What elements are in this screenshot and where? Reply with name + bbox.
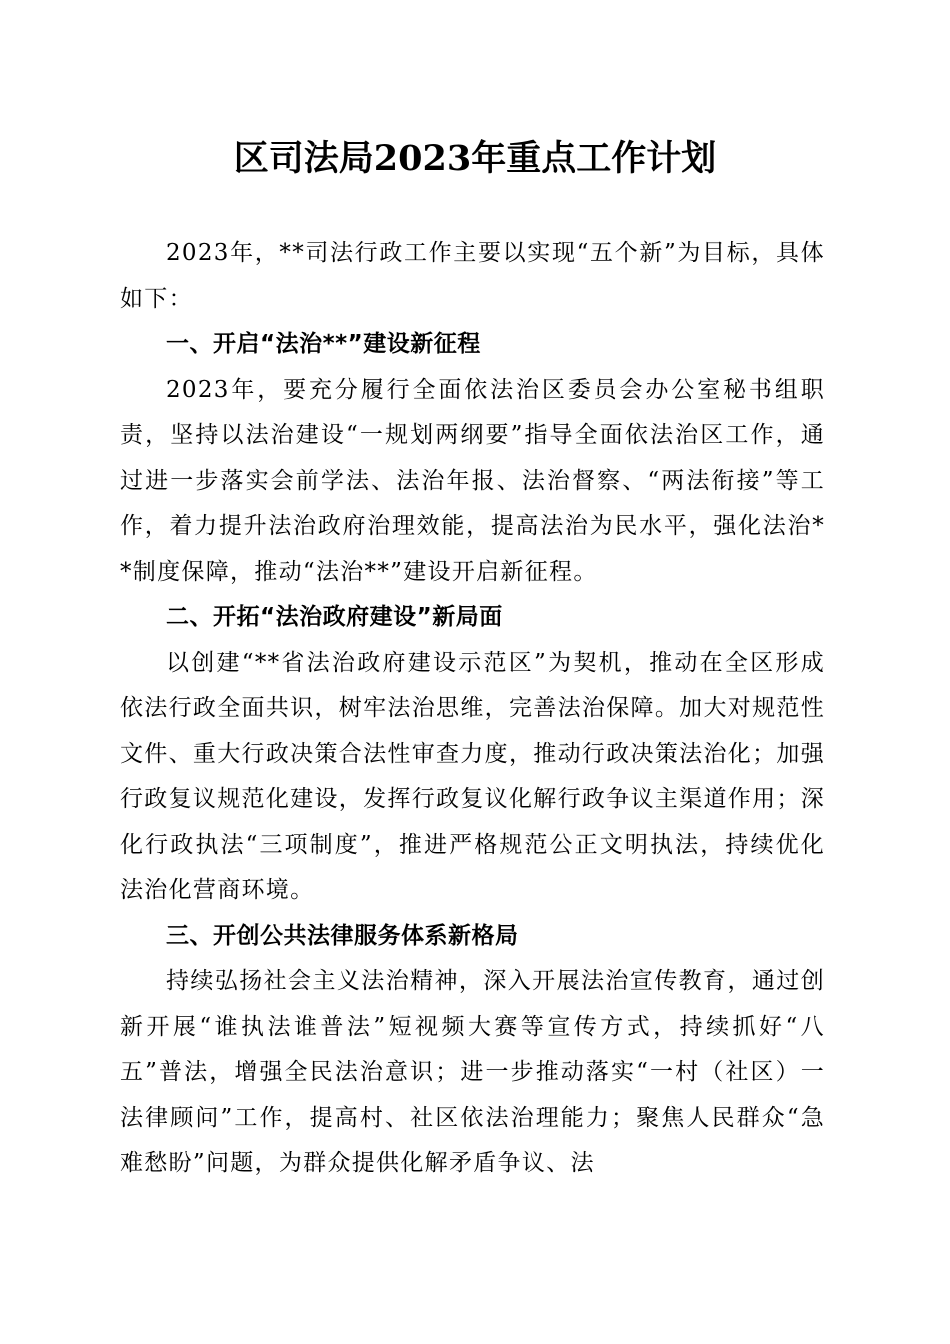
section-body-2: 以创建“**省法治政府建设示范区”为契机，推动在全区形成依法行政全面共识，树牢法治思维，完善法治保障。加大对规范性文件、重大行政决策合法性审查力度，推动行政决策法治化；加强行政复议规范化建设，发挥行政复议化解行政争议主渠道作用；深化行政执法“三项制度”，推进严格规范公正文明执法，持续优化法治化营商环境。 xyxy=(120,649,825,903)
section-body-3: 持续弘扬社会主义法治精神，深入开展法治宣传教育，通过创新开展“谁执法谁普法”短视频大赛等宣传方式，持续抓好“八五”普法，增强全民法治意识；进一步推动落实“一村（社区）一法律顾问”工作，提高村、社区依法治理能力；聚焦人民群众“急难愁盼”问题，为群众提供化解矛盾争议、法 xyxy=(120,968,825,1176)
document-title: 区司法局2023年重点工作计划 xyxy=(233,138,717,179)
section-heading-3: 三、开创公共法律服务体系新格局 xyxy=(166,922,519,949)
section-heading-2: 二、开拓“法治政府建设”新局面 xyxy=(166,604,503,630)
intro-paragraph: 2023年，**司法行政工作主要以实现“五个新”为目标，具体如下： xyxy=(120,240,825,312)
section-body-1: 2023年，要充分履行全面依法治区委员会办公室秘书组职责，坚持以法治建设“一规划两纲要”指导全面依法治区工作，通过进一步落实会前学法、法治年报、法治督察、“两法衔接”等工作，着力提升法治政府治理效能，提高法治为民水平，强化法治**制度保障，推动“法治**”建设开启新征程。 xyxy=(120,376,825,585)
document-body xyxy=(120,231,825,1187)
section-heading-1: 一、开启“法治**”建设新征程 xyxy=(166,331,481,357)
